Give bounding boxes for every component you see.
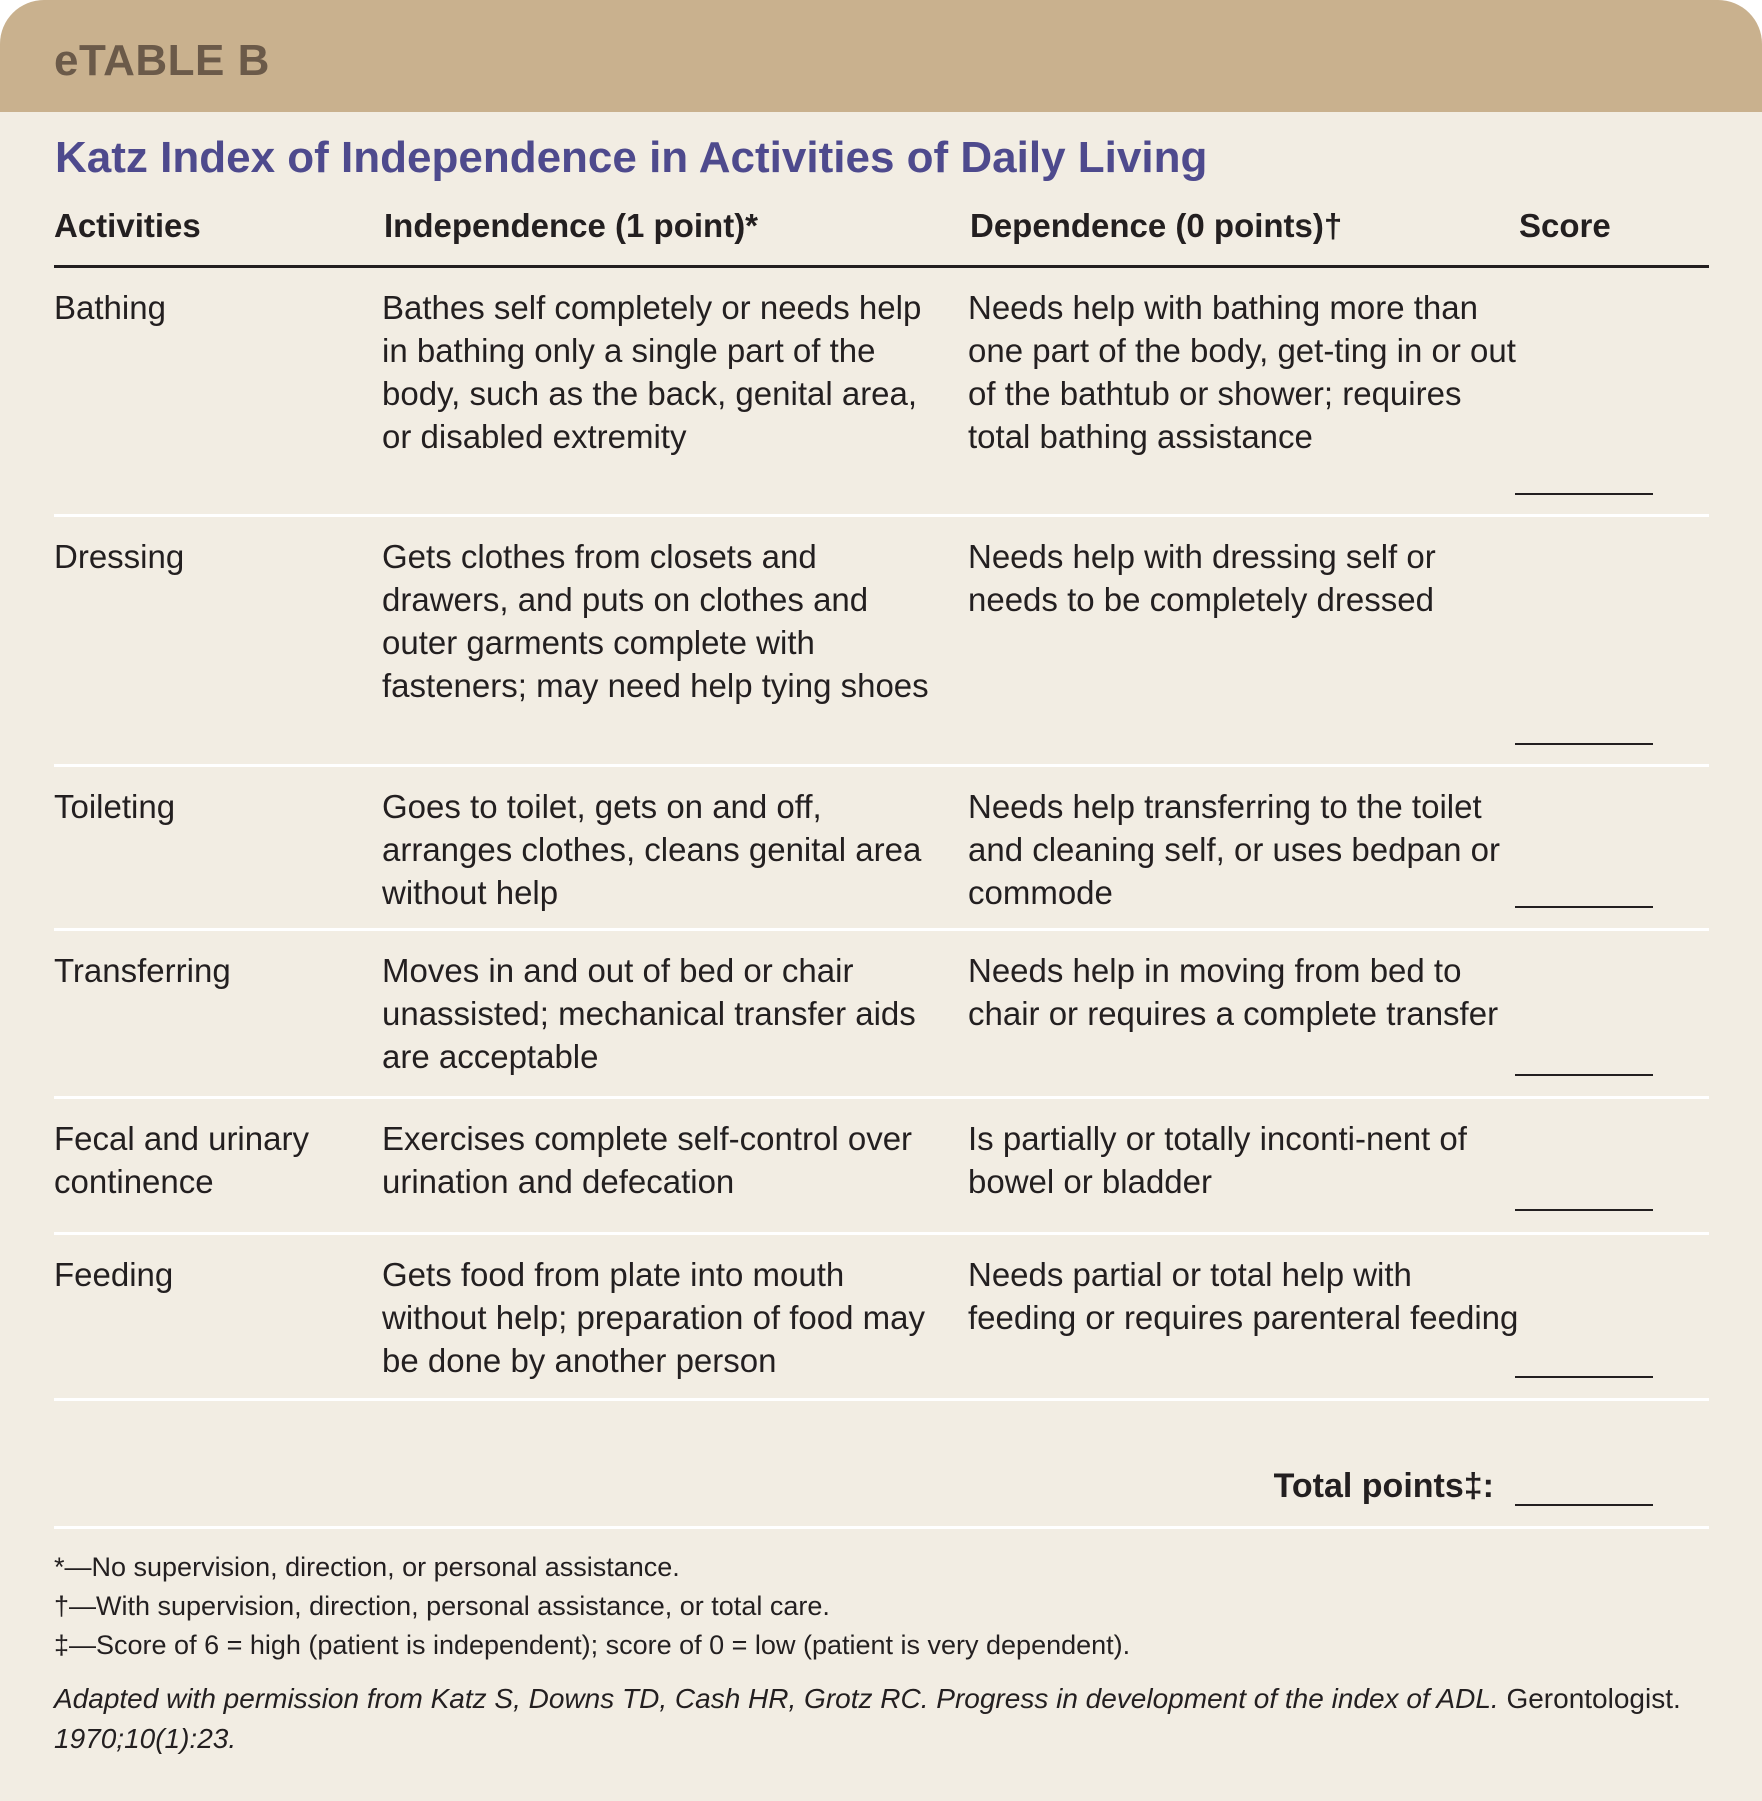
dependence-cell: Needs help transferring to the toilet and cleaning self, or uses bedpan or commode xyxy=(968,788,1501,911)
independence-cell: Moves in and out of bed or chair unassisted; mechanical transfer aids are acceptable xyxy=(382,952,916,1075)
score-blank[interactable] xyxy=(1515,493,1653,495)
dependence-cell: Needs help with dressing self or needs to be completely dressed xyxy=(968,538,1436,618)
dependence-cell: Needs help in moving from bed to chair or requires a complete transfer xyxy=(968,952,1499,1032)
footnote: †—With supervision, direction, personal assistance, or total care. xyxy=(54,1591,830,1621)
total-points-label: Total points‡: xyxy=(1273,1467,1494,1505)
source-text: Adapted with permission from Katz S, Downs TD, Cash HR, Grotz RC. Progress in development of the index of ADL. xyxy=(54,1683,1499,1714)
table-row xyxy=(54,1099,1709,1235)
dependence-cell: Is partially or totally inconti-nent of bowel or bladder xyxy=(968,1120,1467,1200)
dependence-cell: Needs help with bathing more than one part of the body, get-ting in or out of the bathtub or shower; requires total bathing assistance xyxy=(968,289,1516,455)
activity-cell: Toileting xyxy=(54,788,176,825)
table-row xyxy=(54,931,1709,1099)
source-volume: 1970;10(1):23. xyxy=(54,1723,237,1754)
table-body xyxy=(54,268,1709,1401)
header-score: Score xyxy=(1519,207,1611,244)
header-independence: Independence (1 point)* xyxy=(384,207,759,244)
activity-cell: Dressing xyxy=(54,538,185,575)
independence-cell: Bathes self completely or needs help in bathing only a single part of the body, such as the back, genital area, or disabled extremity xyxy=(382,289,922,455)
table-row xyxy=(54,1235,1709,1401)
table-title: Katz Index of Independence in Activities of Daily Living xyxy=(55,133,1208,182)
table-row xyxy=(54,268,1709,517)
table-label: eTABLE B xyxy=(54,36,270,85)
source-journal: Gerontologist. xyxy=(1506,1683,1681,1714)
activity-cell: Bathing xyxy=(54,289,166,326)
independence-cell: Exercises complete self-control over urination and defecation xyxy=(382,1120,913,1200)
activity-cell: Fecal and urinary continence xyxy=(54,1120,309,1200)
activity-cell: Transferring xyxy=(54,952,231,989)
table-row xyxy=(54,517,1709,767)
score-blank[interactable] xyxy=(1515,1074,1653,1076)
score-blank[interactable] xyxy=(1515,906,1653,908)
footnote: *—No supervision, direction, or personal assistance. xyxy=(54,1552,680,1582)
footnote: ‡—Score of 6 = high (patient is independent); score of 0 = low (patient is very dependent). xyxy=(54,1630,1131,1660)
table-banner xyxy=(0,0,1762,112)
independence-cell: Goes to toilet, gets on and off, arranges clothes, cleans genital area without help xyxy=(382,788,922,911)
score-blank[interactable] xyxy=(1515,1209,1653,1211)
dependence-cell: Needs partial or total help with feeding or requires parenteral feeding xyxy=(968,1256,1519,1336)
header-activities: Activities xyxy=(54,207,201,244)
table-row xyxy=(54,767,1709,931)
independence-cell: Gets food from plate into mouth without help; preparation of food may be done by another person xyxy=(382,1256,926,1379)
total-points-blank[interactable] xyxy=(1515,1504,1653,1506)
score-blank[interactable] xyxy=(1515,743,1653,745)
header-dependence: Dependence (0 points)† xyxy=(970,207,1343,244)
independence-cell: Gets clothes from closets and drawers, and puts on clothes and outer garments complete with fasteners; may need help tying shoes xyxy=(382,538,929,704)
table-header xyxy=(54,205,1709,268)
activity-cell: Feeding xyxy=(54,1256,174,1293)
score-blank[interactable] xyxy=(1515,1376,1653,1378)
footnote-divider xyxy=(54,1526,1709,1529)
source-citation xyxy=(54,1679,1714,1759)
footnotes xyxy=(54,1548,1714,1759)
